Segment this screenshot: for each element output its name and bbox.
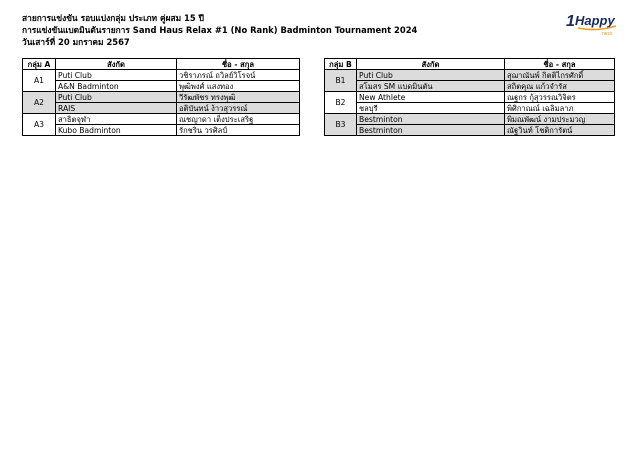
player-cell: สถิตคุณ แก้วจำรัส bbox=[505, 81, 615, 92]
subtitle-line: การแข่งขันแบดมินตันรายการ Sand Haus Relax #1 (No Rank) Badminton Tournament 2024 bbox=[22, 25, 418, 35]
header-club: สังกัด bbox=[357, 59, 505, 70]
title-line: สายการแข่งขัน รอบแบ่งกลุ่ม ประเภท คู่ผสม 15 ปี bbox=[22, 13, 204, 23]
club-cell: สาธิตจุฬา bbox=[56, 114, 177, 125]
group-label: B3 bbox=[325, 114, 357, 136]
table-row bbox=[325, 103, 615, 114]
logo-sub: ness bbox=[602, 31, 613, 37]
header bbox=[22, 12, 417, 48]
table-header-row bbox=[23, 59, 300, 70]
player-cell: พิศิกาณณ์ เฉลิมลาภ bbox=[505, 103, 615, 114]
club-cell: Bestminton bbox=[357, 125, 505, 136]
club-cell: Puti Club bbox=[56, 70, 177, 81]
group-b-table bbox=[324, 58, 615, 136]
player-cell: สุฌาณันพ์ กิตติไกรศักดิ์ bbox=[505, 70, 615, 81]
table-row bbox=[23, 81, 300, 92]
table-row bbox=[325, 81, 615, 92]
table-header-row bbox=[325, 59, 615, 70]
table-row bbox=[23, 103, 300, 114]
club-cell: New Athlete bbox=[357, 92, 505, 103]
club-cell: A&N Badminton bbox=[56, 81, 177, 92]
header-name: ชื่อ - สกุล bbox=[177, 59, 300, 70]
player-cell: พุฒิพงศ์ แสงทอง bbox=[177, 81, 300, 92]
date-line: วันเสาร์ที่ 20 มกราคม 2567 bbox=[22, 37, 130, 47]
player-cell: รักชริน วรศิลป์ bbox=[177, 125, 300, 136]
header-name: ชื่อ - สกุล bbox=[505, 59, 615, 70]
logo-number: 1 bbox=[566, 13, 575, 30]
header-club: สังกัด bbox=[56, 59, 177, 70]
player-cell: อติบันทน์ ง้าวสุวรรณ์ bbox=[177, 103, 300, 114]
group-label: B1 bbox=[325, 70, 357, 92]
player-cell: วชิราภรณ์ ถวิลย์วิโรจน์ bbox=[177, 70, 300, 81]
group-label: A2 bbox=[23, 92, 56, 114]
group-a-table bbox=[22, 58, 300, 136]
club-cell: Kubo Badminton bbox=[56, 125, 177, 136]
table-row bbox=[23, 125, 300, 136]
group-label: A1 bbox=[23, 70, 56, 92]
club-cell: Bestminton bbox=[357, 114, 505, 125]
player-cell: พิมณพัฒน์ งามประมวญ bbox=[505, 114, 615, 125]
group-label: B2 bbox=[325, 92, 357, 114]
table-row bbox=[23, 70, 300, 81]
table-row bbox=[325, 92, 615, 103]
player-cell: ณฐกร กุ้สุวรรณวิจิตร bbox=[505, 92, 615, 103]
player-cell: ณัฐวินท์ โชติการัตน์ bbox=[505, 125, 615, 136]
table-row bbox=[23, 92, 300, 103]
club-cell: RAIS bbox=[56, 103, 177, 114]
club-cell: สโมสร SM แบดมินตัน bbox=[357, 81, 505, 92]
table-row bbox=[325, 70, 615, 81]
player-cell: วีรัฒพัชร ทรงพุฒิ bbox=[177, 92, 300, 103]
club-cell: ชลบุรี bbox=[357, 103, 505, 114]
logo-word: Happy bbox=[575, 13, 615, 28]
club-cell: Puti Club bbox=[56, 92, 177, 103]
header-group: กลุ่ม B bbox=[325, 59, 357, 70]
table-row bbox=[325, 125, 615, 136]
player-cell: ณชญาดา เต็งประเสริฐ bbox=[177, 114, 300, 125]
club-cell: Puti Club bbox=[357, 70, 505, 81]
group-label: A3 bbox=[23, 114, 56, 136]
happiness-logo bbox=[566, 6, 622, 38]
header-group: กลุ่ม A bbox=[23, 59, 56, 70]
table-row bbox=[325, 114, 615, 125]
table-row bbox=[23, 114, 300, 125]
